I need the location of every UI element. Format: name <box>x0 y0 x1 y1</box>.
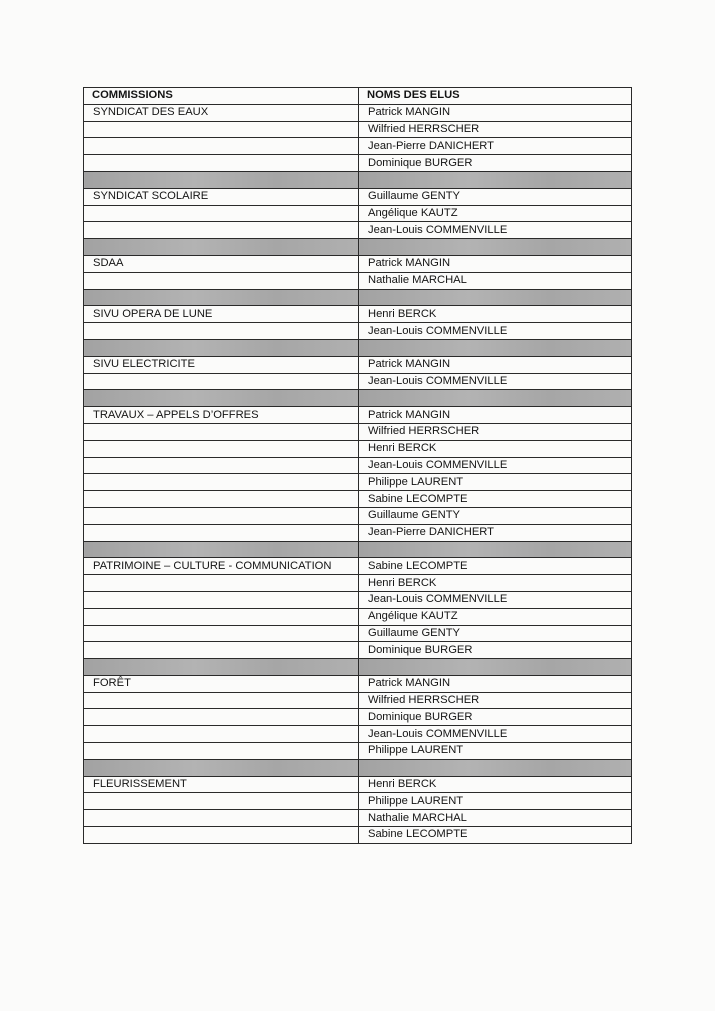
commission-cell-empty <box>84 491 359 508</box>
separator-cell <box>84 659 359 676</box>
separator-row <box>84 171 632 188</box>
table-row <box>84 407 632 424</box>
commission-cell-empty <box>84 205 359 222</box>
elected-member-name: Guillaume GENTY <box>359 507 632 524</box>
commission-cell-empty <box>84 272 359 289</box>
elected-member-name: Patrick MANGIN <box>359 407 632 424</box>
table-row <box>84 692 632 709</box>
elected-member-name: Patrick MANGIN <box>359 255 632 272</box>
separator-cell <box>84 339 359 356</box>
table-row <box>84 810 632 827</box>
elected-member-name: Angélique KAUTZ <box>359 205 632 222</box>
header-noms-des-elus: NOMS DES ELUS <box>359 88 632 105</box>
elected-member-name: Jean-Louis COMMENVILLE <box>359 457 632 474</box>
commission-name: TRAVAUX – APPELS D’OFFRES <box>84 407 359 424</box>
table-row <box>84 121 632 138</box>
elected-member-name: Jean-Pierre DANICHERT <box>359 138 632 155</box>
elected-member-name: Nathalie MARCHAL <box>359 272 632 289</box>
separator-cell <box>359 390 632 407</box>
table-row <box>84 491 632 508</box>
elected-member-name: Wilfried HERRSCHER <box>359 692 632 709</box>
commission-cell-empty <box>84 457 359 474</box>
commission-cell-empty <box>84 726 359 743</box>
separator-cell <box>84 289 359 306</box>
table-row <box>84 323 632 340</box>
elected-member-name: Patrick MANGIN <box>359 104 632 121</box>
elected-member-name: Sabine LECOMPTE <box>359 491 632 508</box>
commission-name: SYNDICAT SCOLAIRE <box>84 188 359 205</box>
commission-name: SIVU ELECTRICITE <box>84 356 359 373</box>
commission-cell-empty <box>84 625 359 642</box>
table-row <box>84 709 632 726</box>
commission-cell-empty <box>84 155 359 172</box>
commission-cell-empty <box>84 642 359 659</box>
table-row <box>84 675 632 692</box>
table-row <box>84 793 632 810</box>
header-row <box>84 88 632 105</box>
elected-member-name: Patrick MANGIN <box>359 675 632 692</box>
table-row <box>84 457 632 474</box>
table-row <box>84 591 632 608</box>
elected-member-name: Jean-Louis COMMENVILLE <box>359 726 632 743</box>
elected-member-name: Nathalie MARCHAL <box>359 810 632 827</box>
table-row <box>84 575 632 592</box>
separator-cell <box>359 171 632 188</box>
table-row <box>84 608 632 625</box>
table-row <box>84 726 632 743</box>
commission-cell-empty <box>84 608 359 625</box>
separator-cell <box>84 390 359 407</box>
table-row <box>84 625 632 642</box>
table-row <box>84 423 632 440</box>
separator-cell <box>84 171 359 188</box>
commission-cell-empty <box>84 793 359 810</box>
separator-cell <box>84 541 359 558</box>
commission-cell-empty <box>84 810 359 827</box>
elected-member-name: Patrick MANGIN <box>359 356 632 373</box>
elected-member-name: Dominique BURGER <box>359 709 632 726</box>
commission-cell-empty <box>84 709 359 726</box>
commission-cell-empty <box>84 373 359 390</box>
commission-cell-empty <box>84 827 359 844</box>
commissions-table <box>83 87 632 844</box>
separator-cell <box>359 541 632 558</box>
elected-member-name: Henri BERCK <box>359 776 632 793</box>
separator-cell <box>359 239 632 256</box>
table-row <box>84 507 632 524</box>
commission-cell-empty <box>84 575 359 592</box>
separator-cell <box>359 659 632 676</box>
table-row <box>84 356 632 373</box>
table-row <box>84 272 632 289</box>
elected-member-name: Dominique BURGER <box>359 155 632 172</box>
separator-row <box>84 541 632 558</box>
commission-cell-empty <box>84 743 359 760</box>
table-row <box>84 440 632 457</box>
separator-row <box>84 289 632 306</box>
separator-row <box>84 339 632 356</box>
commission-cell-empty <box>84 222 359 239</box>
elected-member-name: Sabine LECOMPTE <box>359 558 632 575</box>
elected-member-name: Henri BERCK <box>359 306 632 323</box>
elected-member-name: Guillaume GENTY <box>359 625 632 642</box>
commission-name: SYNDICAT DES EAUX <box>84 104 359 121</box>
table-row <box>84 474 632 491</box>
table-row <box>84 827 632 844</box>
elected-member-name: Dominique BURGER <box>359 642 632 659</box>
elected-member-name: Henri BERCK <box>359 575 632 592</box>
elected-member-name: Wilfried HERRSCHER <box>359 121 632 138</box>
commission-cell-empty <box>84 524 359 541</box>
commission-cell-empty <box>84 423 359 440</box>
table-row <box>84 524 632 541</box>
commission-cell-empty <box>84 440 359 457</box>
elected-member-name: Angélique KAUTZ <box>359 608 632 625</box>
table-row <box>84 155 632 172</box>
elected-member-name: Jean-Pierre DANICHERT <box>359 524 632 541</box>
table-row <box>84 255 632 272</box>
elected-member-name: Jean-Louis COMMENVILLE <box>359 591 632 608</box>
commission-cell-empty <box>84 474 359 491</box>
commission-name: SDAA <box>84 255 359 272</box>
elected-member-name: Wilfried HERRSCHER <box>359 423 632 440</box>
commission-name: PATRIMOINE – CULTURE - COMMUNICATION <box>84 558 359 575</box>
table-row <box>84 642 632 659</box>
separator-row <box>84 759 632 776</box>
elected-member-name: Jean-Louis COMMENVILLE <box>359 222 632 239</box>
elected-member-name: Guillaume GENTY <box>359 188 632 205</box>
commission-name: FORÊT <box>84 675 359 692</box>
separator-row <box>84 390 632 407</box>
elected-member-name: Jean-Louis COMMENVILLE <box>359 323 632 340</box>
elected-member-name: Philippe LAURENT <box>359 793 632 810</box>
table-row <box>84 306 632 323</box>
elected-member-name: Sabine LECOMPTE <box>359 827 632 844</box>
table-row <box>84 138 632 155</box>
table-row <box>84 373 632 390</box>
separator-cell <box>359 759 632 776</box>
commission-cell-empty <box>84 323 359 340</box>
separator-cell <box>359 339 632 356</box>
table-body <box>84 104 632 843</box>
table-row <box>84 558 632 575</box>
commission-cell-empty <box>84 507 359 524</box>
commission-cell-empty <box>84 692 359 709</box>
commission-name: FLEURISSEMENT <box>84 776 359 793</box>
elected-member-name: Henri BERCK <box>359 440 632 457</box>
table-row <box>84 776 632 793</box>
header-commissions: COMMISSIONS <box>84 88 359 105</box>
separator-row <box>84 239 632 256</box>
table-row <box>84 188 632 205</box>
table-row <box>84 104 632 121</box>
separator-cell <box>84 239 359 256</box>
commission-name: SIVU OPERA DE LUNE <box>84 306 359 323</box>
elected-member-name: Philippe LAURENT <box>359 743 632 760</box>
commission-cell-empty <box>84 591 359 608</box>
separator-cell <box>359 289 632 306</box>
table-row <box>84 205 632 222</box>
table-row <box>84 743 632 760</box>
elected-member-name: Jean-Louis COMMENVILLE <box>359 373 632 390</box>
separator-row <box>84 659 632 676</box>
table-row <box>84 222 632 239</box>
separator-cell <box>84 759 359 776</box>
commission-cell-empty <box>84 121 359 138</box>
commission-cell-empty <box>84 138 359 155</box>
elected-member-name: Philippe LAURENT <box>359 474 632 491</box>
